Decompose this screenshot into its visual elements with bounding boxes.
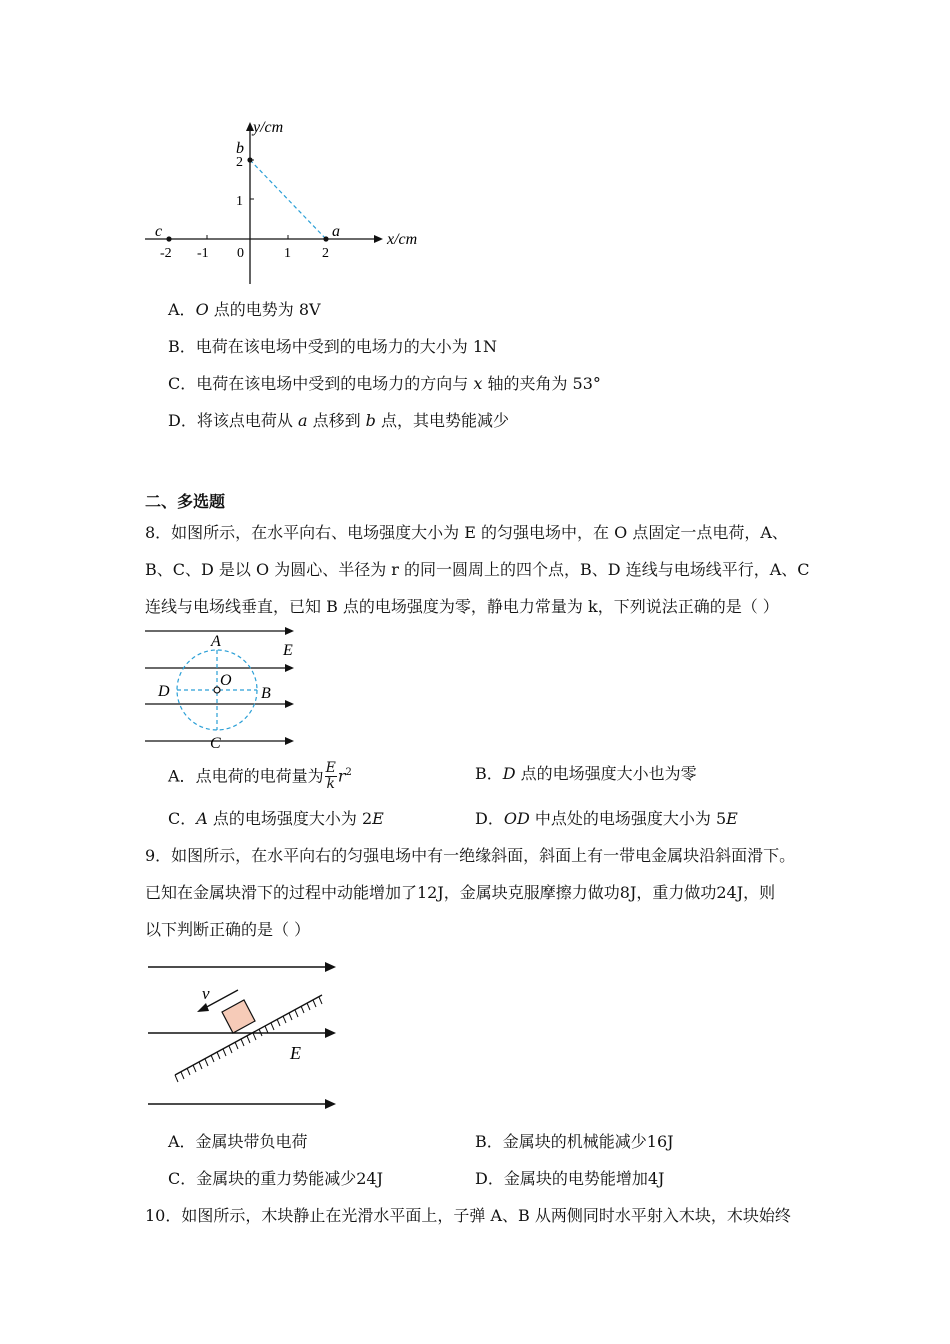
option-text: 点移到 — [307, 411, 366, 430]
velocity-label: v — [202, 984, 210, 1003]
q9-stem-line3: 以下判断正确的是（ ） — [145, 920, 311, 939]
label-a: A — [211, 633, 221, 650]
point-c-label: c — [155, 223, 163, 240]
label-e: E — [283, 642, 293, 659]
exponent: 2 — [345, 767, 352, 778]
field-label: E — [290, 1043, 301, 1063]
option-text: 点，其电势能减少 — [375, 411, 510, 430]
q9-option-c[interactable]: C．金属块的重力势能减少24J — [168, 1169, 384, 1188]
label-o: O — [220, 672, 232, 689]
option-key: C． — [168, 374, 197, 393]
origin-label: 0 — [237, 246, 244, 261]
option-text: 轴的夹角为 53° — [482, 374, 601, 393]
option-var: O — [195, 300, 209, 319]
section-title: 二、多选题 — [145, 492, 226, 511]
option-var: r — [337, 766, 346, 786]
option-key: B． — [168, 337, 196, 356]
option-key: D． — [475, 809, 504, 828]
option-var: a — [297, 411, 308, 430]
option-text: 点的电场强度大小为 2 — [207, 809, 373, 828]
option-text: 点的电势为 8V — [208, 300, 321, 319]
fraction-e-over-k — [325, 761, 337, 792]
x-tick-2: 2 — [322, 246, 329, 261]
q9-option-b[interactable]: B．金属块的机械能减少16J — [475, 1132, 674, 1151]
q8-field-circle-figure — [140, 622, 310, 752]
label-c: C — [210, 735, 221, 752]
q7-option-a[interactable] — [168, 300, 321, 320]
fraction-numerator: E — [325, 760, 336, 777]
x-tick-1: 1 — [284, 246, 291, 261]
q9-option-a[interactable]: A．金属块带负电荷 — [168, 1132, 308, 1151]
q8-stem-line1: 8．如图所示，在水平向右、电场强度大小为 E 的匀强电场中，在 O 点固定一点电荷，A、 — [145, 523, 788, 542]
option-var: x — [473, 374, 483, 393]
q9-stem-line2: 已知在金属块滑下的过程中动能增加了12J，金属块克服摩擦力做功8J，重力做功24J，则 — [145, 883, 776, 902]
q8-option-c[interactable] — [168, 809, 384, 829]
fraction-denominator: k — [326, 776, 335, 793]
option-var: A — [196, 809, 208, 828]
q7-option-c[interactable] — [168, 374, 601, 394]
y-tick-1: 1 — [236, 194, 243, 209]
point-b-label: b — [236, 140, 244, 157]
option-key: A． — [168, 766, 196, 786]
label-b: B — [261, 685, 271, 702]
option-text: 中点处的电场强度大小为 5 — [529, 809, 727, 828]
label-d: D — [158, 683, 170, 700]
point-a-label: a — [332, 223, 340, 240]
q9-incline-figure — [140, 955, 340, 1115]
option-key: D． — [168, 411, 197, 430]
option-text: 电荷在该电场中受到的电场力的方向与 — [196, 374, 474, 393]
option-var: b — [365, 411, 376, 430]
q10-stem-line1: 10．如图所示，木块静止在光滑水平面上，子弹 A、B 从两侧同时水平射入木块，木块始终 — [145, 1206, 791, 1225]
option-var: E — [372, 809, 384, 828]
x-axis-label: x/cm — [387, 231, 418, 248]
q7-option-b[interactable] — [168, 337, 497, 357]
q8-option-a[interactable] — [168, 756, 352, 793]
x-tick-minus2: -2 — [160, 246, 172, 261]
option-key: B． — [475, 764, 503, 783]
q8-stem-line2: B、C、D 是以 O 为圆心、半径为 r 的同一圆周上的四个点，B、D 连线与电场线平行，A、C — [145, 560, 810, 579]
q8-option-b[interactable] — [475, 764, 697, 784]
option-var: D — [502, 764, 516, 783]
option-key: A． — [168, 300, 196, 319]
option-text: 点的电场强度大小也为零 — [515, 764, 697, 783]
q8-stem-line3: 连线与电场线垂直，已知 B 点的电场强度为零，静电力常量为 k，下列说法正确的是（ ） — [145, 597, 779, 616]
option-text: 点电荷的电荷量为 — [195, 766, 324, 786]
y-axis-label: y/cm — [253, 119, 284, 136]
q9-option-d[interactable]: D．金属块的电势能增加4J — [475, 1169, 665, 1188]
q8-option-d[interactable] — [475, 809, 738, 829]
q7-coordinate-figure — [140, 112, 440, 292]
option-text: 将该点电荷从 — [196, 411, 298, 430]
option-text: 电荷在该电场中受到的电场力的大小为 1N — [195, 337, 498, 356]
option-var: E — [726, 809, 738, 828]
y-tick-2: 2 — [236, 155, 243, 170]
option-var: OD — [503, 809, 530, 828]
x-tick-minus1: -1 — [197, 246, 209, 261]
q9-stem-line1: 9．如图所示，在水平向右的匀强电场中有一绝缘斜面，斜面上有一带电金属块沿斜面滑下。 — [145, 846, 796, 865]
option-key: C． — [168, 809, 197, 828]
q7-option-d[interactable] — [168, 411, 509, 431]
